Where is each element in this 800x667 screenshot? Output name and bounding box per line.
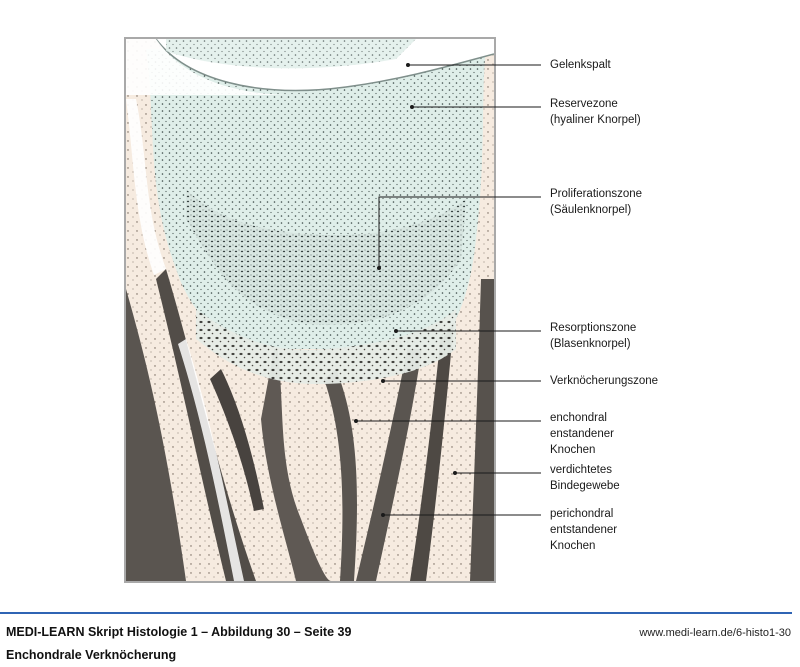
label-reservezone: Reservezone (hyaliner Knorpel) (550, 98, 641, 126)
footer-divider (0, 612, 792, 614)
label-perichondral-knochen: perichondral entstandener Knochen (550, 508, 618, 552)
footer-title: MEDI-LEARN Skript Histologie 1 – Abbildung 30 – Seite 39 (6, 625, 352, 639)
histology-illustration (124, 37, 496, 583)
histology-drawing (126, 39, 494, 581)
label-verdichtetes-bindegewebe: verdichtetes Bindegewebe (550, 464, 620, 492)
footer-url[interactable]: www.medi-learn.de/6-histo1-30 (639, 627, 791, 639)
label-verknoecherungszone: Verknöcherungszone (550, 375, 659, 387)
label-enchondral-knochen: enchondral enstandener Knochen (550, 412, 614, 456)
label-resorptionszone: Resorptionszone (Blasenknorpel) (550, 322, 637, 350)
label-gelenkspalt: Gelenkspalt (550, 59, 611, 71)
footer-subtitle: Enchondrale Verknöcherung (6, 648, 177, 662)
label-proliferationszone: Proliferationszone (Säulenknorpel) (550, 188, 643, 216)
